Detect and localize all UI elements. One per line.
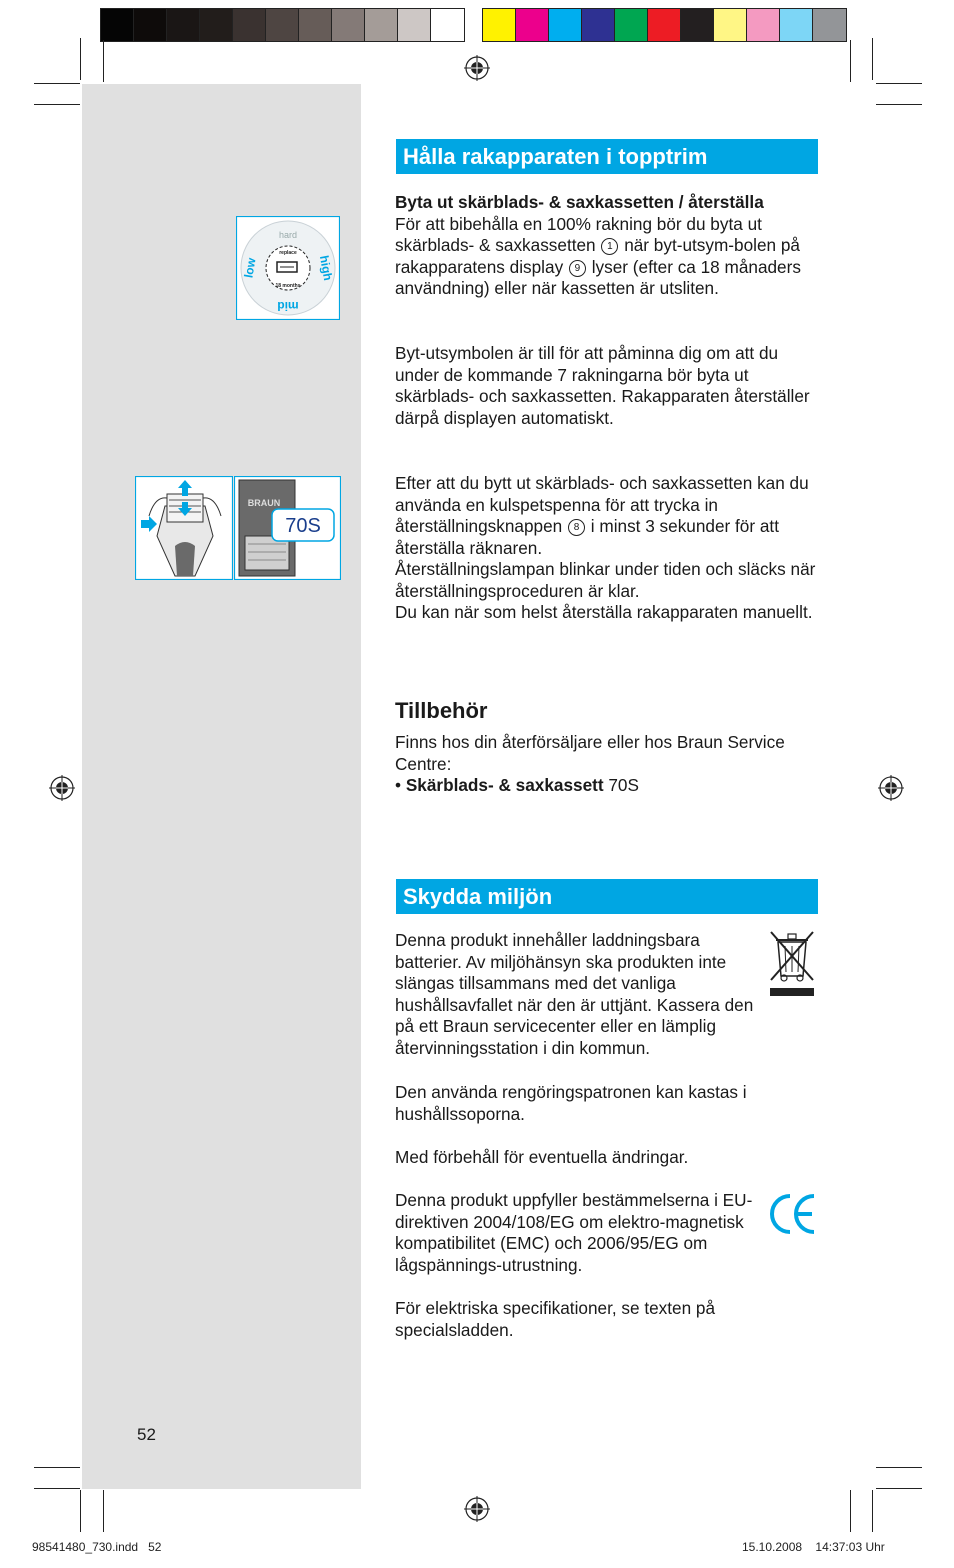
display-illustration [236, 216, 340, 320]
color-swatch [648, 9, 681, 41]
crop-mark [876, 1488, 922, 1489]
registration-mark-icon [462, 1494, 492, 1524]
maintenance-text [395, 192, 820, 300]
color-swatch [516, 9, 549, 41]
crop-mark [876, 1467, 922, 1468]
registration-mark-icon [462, 53, 492, 83]
maintenance-paragraph-1-part-a: För att bibehålla en 100% rakning bör du byta ut skärblads- & saxkassetten [395, 213, 762, 255]
footer-date: 15.10.2008 [742, 1540, 803, 1554]
crop-mark [850, 1490, 851, 1532]
package-brand-label: BRAUN [247, 498, 281, 508]
footer-timestamp [742, 1540, 885, 1554]
registration-mark-icon [876, 773, 906, 803]
maintenance-paragraph-4: Återställningslampan blinkar under tiden och släcks när återställningsproceduren är klar. [395, 559, 816, 601]
crossed-out-bin-icon [768, 928, 816, 1000]
color-swatch [134, 9, 167, 41]
color-swatch [167, 9, 200, 41]
crop-mark [872, 1490, 873, 1532]
shaver-head-illustration [135, 476, 233, 580]
display-mid-label: mid [277, 299, 299, 313]
color-calibration-bar-colors [482, 8, 847, 42]
color-swatch [365, 9, 398, 41]
color-swatch [813, 9, 846, 41]
environment-paragraph-5: För elektriska specifikationer, se texten på specialsladden. [395, 1298, 716, 1340]
color-swatch [681, 9, 714, 41]
environment-paragraph-2: Den använda rengöringspatronen kan kastas i hushållssoporna. [395, 1082, 747, 1124]
crop-mark [103, 40, 104, 82]
crop-mark [103, 1490, 104, 1532]
ce-mark-icon [768, 1190, 820, 1238]
maintenance-paragraph-1 [395, 214, 820, 300]
section-title-maintenance: Hålla rakapparaten i topptrim [396, 139, 818, 174]
environment-paragraph-4: Denna produkt uppfyller bestämmelserna i EU-direktiven 2004/108/EG om elektro-magnetisk kompatibilitet (EMC) och 2006/95/EG om lågspännings-utrustning. [395, 1190, 753, 1275]
cassette-package-illustration [234, 476, 341, 580]
reference-number-9: 9 [569, 260, 586, 277]
page-number: 52 [137, 1425, 156, 1444]
accessories-item-model: 70S [608, 775, 639, 795]
color-swatch [299, 9, 332, 41]
footer-filename: 98541480_730.indd [32, 1540, 139, 1554]
color-swatch [747, 9, 780, 41]
color-swatch [780, 9, 813, 41]
maintenance-paragraph-1-part-b: när byt-utsym-bolen på rakapparatens display [395, 235, 800, 277]
section-title-environment: Skydda miljön [396, 879, 818, 914]
bullet: • [395, 775, 402, 795]
display-high-label: high [316, 254, 336, 282]
crop-mark [850, 40, 851, 82]
footer-file-info [32, 1540, 161, 1554]
accessories-heading: Tillbehör [395, 698, 488, 723]
display-replace-label: replace [279, 250, 297, 256]
color-swatch [101, 9, 134, 41]
reference-number-8: 8 [568, 519, 585, 536]
maintenance-paragraph-5: Du kan när som helst återställa rakapparaten manuellt. [395, 602, 813, 622]
color-swatch [549, 9, 582, 41]
maintenance-paragraph-3 [395, 473, 820, 559]
color-swatch [483, 9, 516, 41]
color-swatch [398, 9, 431, 41]
accessories-text [395, 732, 820, 797]
color-swatch [582, 9, 615, 41]
crop-mark [34, 1488, 80, 1489]
color-swatch [615, 9, 648, 41]
registration-mark-icon [47, 773, 77, 803]
display-low-label: low [241, 256, 259, 280]
color-swatch [714, 9, 747, 41]
maintenance-paragraph-3-part-a: Efter att du bytt ut skärblads- och saxkassetten kan du använda en kulspetspenna för att trycka in återställningsknappen [395, 473, 809, 536]
footer-time: 14:37:03 Uhr [815, 1540, 885, 1554]
maintenance-paragraph-3-part-b: i minst 3 sekunder för att återställa räknaren. [395, 516, 779, 558]
crop-mark [876, 83, 922, 84]
crop-mark [872, 38, 873, 80]
maintenance-paragraph-2: Byt-utsymbolen är till för att påminna dig om att du under de kommande 7 rakningarna bör byta ut skärblads- och saxkassetten. Rakapparaten återställer därpå displayen automatiskt. [395, 343, 810, 428]
accessories-intro: Finns hos din återförsäljare eller hos Braun Service Centre: [395, 732, 785, 774]
crop-mark [34, 83, 80, 84]
color-swatch [200, 9, 233, 41]
color-swatch [233, 9, 266, 41]
crop-mark [80, 1490, 81, 1532]
color-swatch [332, 9, 365, 41]
maintenance-subheading: Byta ut skärblads- & saxkassetten / återställa [395, 192, 764, 212]
ce-mark-label: CE [768, 1190, 770, 1191]
display-hard-label: hard [278, 230, 298, 240]
crop-mark [876, 104, 922, 105]
display-months-label: 18 months [275, 283, 301, 289]
color-swatch [266, 9, 299, 41]
environment-paragraph-3: Med förbehåll för eventuella ändringar. [395, 1147, 689, 1167]
maintenance-paragraph-1-part-c: lyser (efter ca 18 månaders användning) eller när kassetten är utsliten. [395, 256, 801, 298]
footer-page: 52 [148, 1540, 162, 1554]
reference-number-1: 1 [601, 238, 618, 255]
crop-mark [34, 104, 80, 105]
environment-paragraph-1: Denna produkt innehåller laddningsbara batterier. Av miljöhänsyn ska produkten inte slängas tillsammans med det vanliga hushållsavfallet när den är uttjänt. Kassera den på ett Braun servicecenter eller en lämplig återvinningsstation i din kommun. [395, 930, 754, 1058]
color-swatch [431, 9, 464, 41]
accessories-item [395, 775, 820, 797]
maintenance-reset-text [395, 473, 820, 624]
accessories-item-name: Skärblads- & saxkassett [405, 775, 604, 795]
crop-mark [80, 38, 81, 80]
crop-mark [34, 1467, 80, 1468]
color-calibration-bar-greys [100, 8, 465, 42]
cassette-model-label: 70S [285, 515, 321, 537]
